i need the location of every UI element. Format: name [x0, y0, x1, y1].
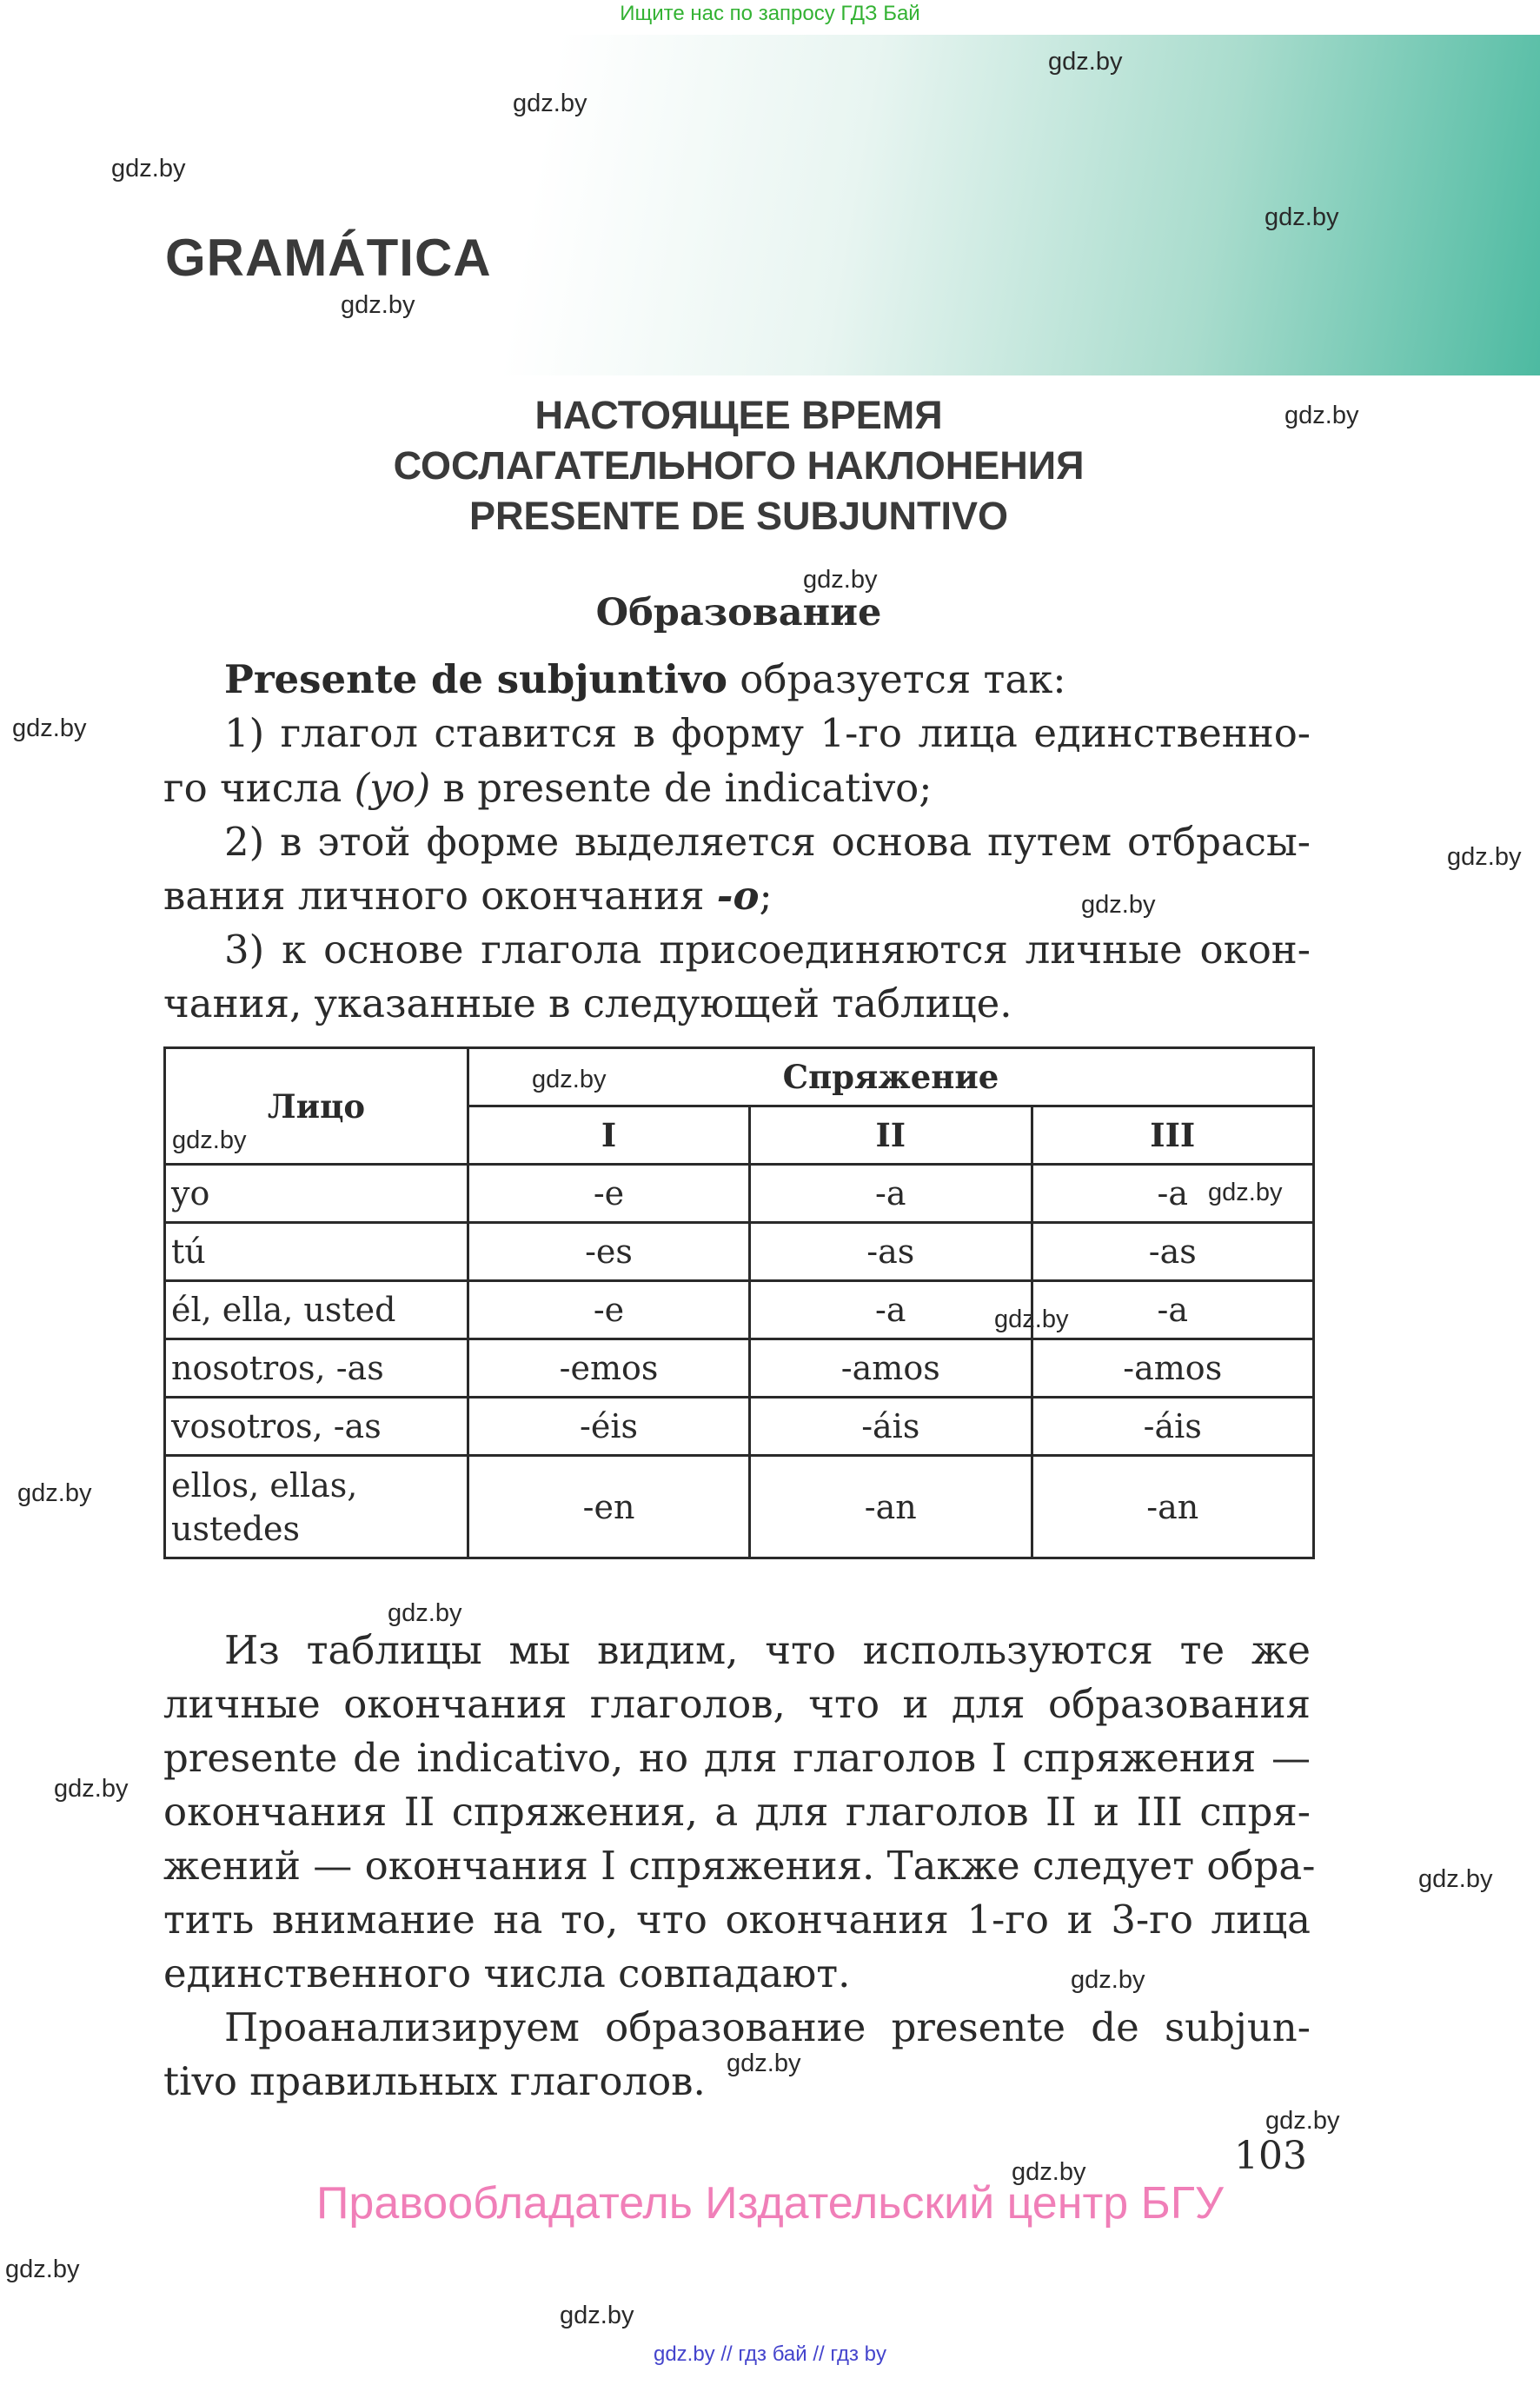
- watermark: gdz.by: [111, 155, 186, 183]
- watermark: gdz.by: [5, 2255, 80, 2283]
- ending-cell: -an: [750, 1456, 1032, 1558]
- watermark: gdz.by: [54, 1775, 129, 1803]
- watermark: gdz.by: [727, 2050, 801, 2077]
- page-number: 103: [1234, 2134, 1307, 2178]
- ending-cell: -emos: [468, 1339, 750, 1398]
- ending-cell: -a: [1032, 1165, 1314, 1223]
- intro-bold: Presente de subjuntivo: [224, 656, 727, 702]
- step-1-line-b: [163, 765, 932, 811]
- watermark: gdz.by: [341, 291, 415, 319]
- heading-line-3: PRESENTE DE SUBJUNTIVO: [468, 494, 1009, 538]
- person-cell: él, ella, usted: [165, 1281, 468, 1339]
- table-row: [165, 1165, 1314, 1223]
- step-3-line-b: чания, указанные в следующей таблице.: [163, 980, 1012, 1026]
- ending-cell: -en: [468, 1456, 750, 1558]
- watermark: gdz.by: [1284, 402, 1359, 429]
- watermark: gdz.by: [17, 1479, 92, 1507]
- ending-cell: -a: [1032, 1281, 1314, 1339]
- watermark: gdz.by: [513, 90, 587, 117]
- step-2-line-a: 2) в этой форме выделяется основа путем отбрасы-: [224, 819, 1311, 865]
- heading-line-2: СОСЛАГАТЕЛЬНОГО НАКЛОНЕНИЯ: [393, 443, 1085, 488]
- ending-cell: -éis: [468, 1398, 750, 1456]
- paragraph-2-line-2: личные окончания глаголов, что и для образования: [163, 1681, 1311, 1727]
- watermark: gdz.by: [532, 1066, 607, 1093]
- watermark: gdz.by: [994, 1305, 1069, 1333]
- step-1-italic: (yo): [354, 765, 431, 811]
- watermark: gdz.by: [560, 2302, 634, 2329]
- person-cell: tú: [165, 1223, 468, 1281]
- table-row: [165, 1339, 1314, 1398]
- paragraph-2-line-4: окончания II спряжения, а для глаголов II и III спря-: [163, 1789, 1311, 1835]
- person-cell: nosotros, -as: [165, 1339, 468, 1398]
- conjugation-header: Спряжение: [468, 1048, 1314, 1106]
- watermark: gdz.by: [1265, 203, 1339, 231]
- top-note: Ищите нас по запросу ГДЗ Бай: [620, 2, 920, 25]
- person-header: Лицо: [165, 1048, 468, 1165]
- step-1-post: в presente de indicativo;: [430, 765, 933, 811]
- heading-line-1: НАСТОЯЩЕЕ ВРЕМЯ: [534, 393, 943, 437]
- watermark: gdz.by: [803, 566, 878, 594]
- table-row: [165, 1223, 1314, 1281]
- watermark: gdz.by: [1418, 1865, 1493, 1893]
- watermark: gdz.by: [172, 1126, 247, 1154]
- ending-cell: -e: [468, 1281, 750, 1339]
- paragraph-2-line-7: единственного числа совпадают.: [163, 1950, 851, 1996]
- conj-col-1: I: [468, 1106, 750, 1165]
- copyright-notice: Правообладатель Издательский центр БГУ: [316, 2178, 1224, 2229]
- step-2-italic: -o: [716, 873, 760, 919]
- person-cell: vosotros, -as: [165, 1398, 468, 1456]
- intro-rest: образуется так:: [727, 656, 1066, 702]
- intro-line: [224, 656, 1066, 702]
- paragraph-2-line-1: Из таблицы мы видим, что используются те же: [224, 1627, 1311, 1673]
- person-line-2: ustedes: [171, 1509, 301, 1548]
- watermark: gdz.by: [1081, 891, 1156, 919]
- ending-cell: -amos: [750, 1339, 1032, 1398]
- step-1-line-a: 1) глагол ставится в форму 1-го лица единственно-: [224, 710, 1311, 756]
- footer-links: gdz.by // гдз бай // гдз by: [653, 2342, 887, 2366]
- paragraph-3-line-2: tivo правильных глаголов.: [163, 2058, 706, 2104]
- ending-cell: -es: [468, 1223, 750, 1281]
- ending-cell: -áis: [1032, 1398, 1314, 1456]
- table-row: [165, 1456, 1314, 1558]
- section-title: GRAMÁTICA: [165, 229, 492, 287]
- watermark: gdz.by: [1012, 2158, 1086, 2186]
- conj-col-2: II: [750, 1106, 1032, 1165]
- ending-cell: -amos: [1032, 1339, 1314, 1398]
- person-cell: [165, 1456, 468, 1558]
- step-2-post: ;: [759, 873, 773, 919]
- step-1-pre: го числа: [163, 765, 355, 811]
- watermark: gdz.by: [1071, 1966, 1145, 1994]
- ending-cell: -an: [1032, 1456, 1314, 1558]
- ending-cell: -e: [468, 1165, 750, 1223]
- step-2-line-b: [163, 873, 773, 919]
- paragraph-3-line-1: Проанализируем образование presente de subjun-: [224, 2004, 1311, 2050]
- conj-col-3: III: [1032, 1106, 1314, 1165]
- watermark: gdz.by: [1208, 1179, 1283, 1206]
- watermark: gdz.by: [1447, 843, 1522, 871]
- step-3-line-a: 3) к основе глагола присоединяются личные окон-: [224, 927, 1311, 973]
- ending-cell: -as: [1032, 1223, 1314, 1281]
- watermark: gdz.by: [1048, 48, 1123, 76]
- watermark: gdz.by: [1265, 2107, 1340, 2135]
- table-row: [165, 1281, 1314, 1339]
- ending-cell: -a: [750, 1281, 1032, 1339]
- ending-cell: -as: [750, 1223, 1032, 1281]
- person-cell: yo: [165, 1165, 468, 1223]
- paragraph-2-line-6: тить внимание на то, что окончания 1-го и 3-го лица: [163, 1897, 1311, 1943]
- table-row: [165, 1398, 1314, 1456]
- ending-cell: -áis: [750, 1398, 1032, 1456]
- table-header-row: [165, 1048, 1314, 1106]
- watermark: gdz.by: [388, 1599, 462, 1627]
- step-2-pre: вания личного окончания: [163, 873, 717, 919]
- subheading: Образование: [595, 591, 882, 634]
- watermark: gdz.by: [12, 714, 87, 742]
- paragraph-2-line-5: жений — окончания I спряжения. Также следует обра-: [163, 1843, 1316, 1889]
- paragraph-2-line-3: presente de indicativo, но для глаголов I спряжения —: [163, 1735, 1311, 1781]
- person-line-1: ellos, ellas,: [171, 1465, 358, 1505]
- ending-cell: -a: [750, 1165, 1032, 1223]
- conjugation-table: [163, 1046, 1315, 1559]
